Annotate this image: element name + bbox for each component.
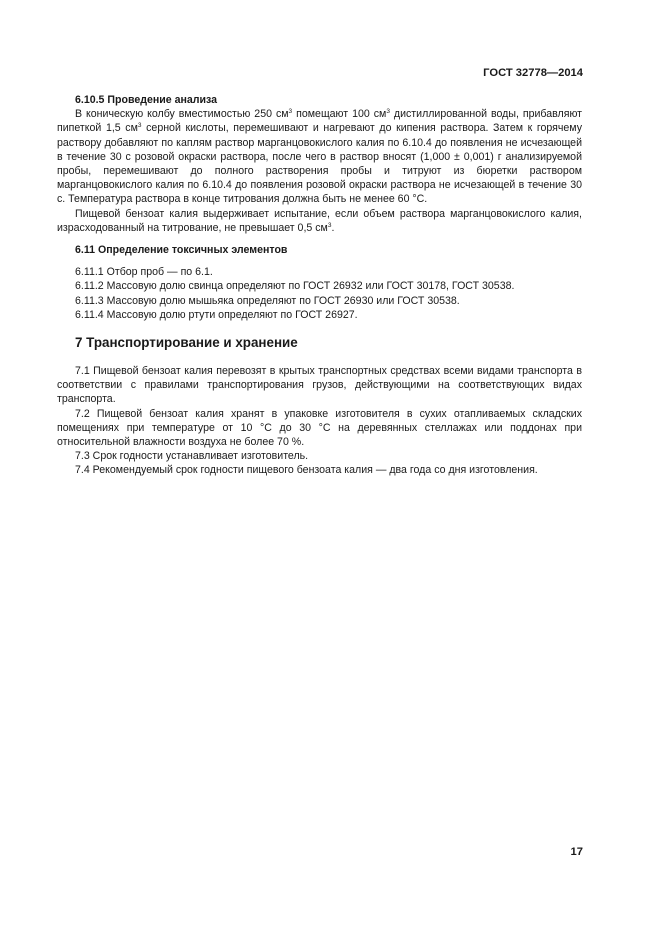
subsection-heading-6-10-5: 6.10.5 Проведение анализа — [75, 94, 218, 106]
paragraph-7-4: 7.4 Рекомендуемый срок годности пищевого бензоата калия — два года со дня изготовления. — [75, 464, 538, 477]
text-run: дистиллированной воды, прибавляют пипеткой 1,5 см — [57, 108, 583, 135]
spacer — [57, 257, 582, 265]
spacer — [57, 235, 582, 243]
text-run: В коническую колбу вместимостью 250 см — [75, 108, 289, 121]
paragraph-7-2: 7.2 Пищевой бензоат калия хранят в упаковке изготовителя в сухих отапливаемых складских помещениях при температуре от 10 °С до 30 °С на деревянных стеллажах или поддонах при относительной влажности воздуха не более 70 %. — [57, 407, 582, 449]
spacer — [57, 322, 582, 335]
list-item-6-11-4: 6.11.4 Массовую долю ртути определяют по ГОСТ 26927. — [75, 308, 358, 321]
text-run: серной кислоты, перемешивают и нагревают до кипения раствора. Затем к горячему раствору добавляют по каплям раствор марганцовокислого калия по 6.10.4 до появления не исчезающей в течение 30 с розовой окраски раствора, после чего в раствор вносят (1,000 ± 0,001) г анализируемой пробы, перемешивают до полного растворения пробы и титруют из бюретки раствором марганцовокислого калия по 6.10.4 до появления розовой окраски раствора не исчезающей в течение 30 с. Температура раствора в конце титрования должна быть не менее 60 °С. — [57, 122, 583, 206]
superscript: 3 — [327, 221, 332, 229]
subsection-heading-6-11: 6.11 Определение токсичных элементов — [75, 244, 288, 257]
list-item-6-11-2: 6.11.2 Массовую долю свинца определяют по ГОСТ 26932 или ГОСТ 30178, ГОСТ 30538. — [75, 280, 515, 293]
text-run: Пищевой бензоат калия выдерживает испытание, если объем раствора марганцовокислого калия, израсходованный на титрование, не превышает 0,5 см — [57, 207, 582, 234]
superscript: 3 — [386, 108, 390, 116]
superscript: 3 — [288, 108, 293, 116]
superscript: 3 — [137, 122, 142, 130]
paragraph-6-10-5-procedure — [57, 107, 582, 206]
standard-number-header: ГОСТ 32778—2014 — [483, 67, 583, 79]
list-item-6-11-1: 6.11.1 Отбор проб — по 6.1. — [75, 266, 213, 279]
page-number: 17 — [570, 846, 583, 858]
spacer — [57, 351, 582, 364]
paragraph-7-3: 7.3 Срок годности устанавливает изготовитель. — [75, 450, 309, 463]
section-heading-7: 7 Транспортирование и хранение — [75, 335, 298, 351]
paragraph-7-1: 7.1 Пищевой бензоат калия перевозят в крытых транспортных средствах всеми видами транспорта в соответствии с правилами транспортирования грузов, действующими на соответствующих видах транспорта. — [57, 365, 582, 406]
paragraph-6-10-5-result — [57, 207, 582, 235]
page-content — [57, 93, 582, 478]
text-run: помещают 100 см — [292, 108, 387, 121]
text-run: . — [331, 221, 335, 234]
list-item-6-11-3: 6.11.3 Массовую долю мышьяка определяют по ГОСТ 26930 или ГОСТ 30538. — [75, 294, 460, 307]
